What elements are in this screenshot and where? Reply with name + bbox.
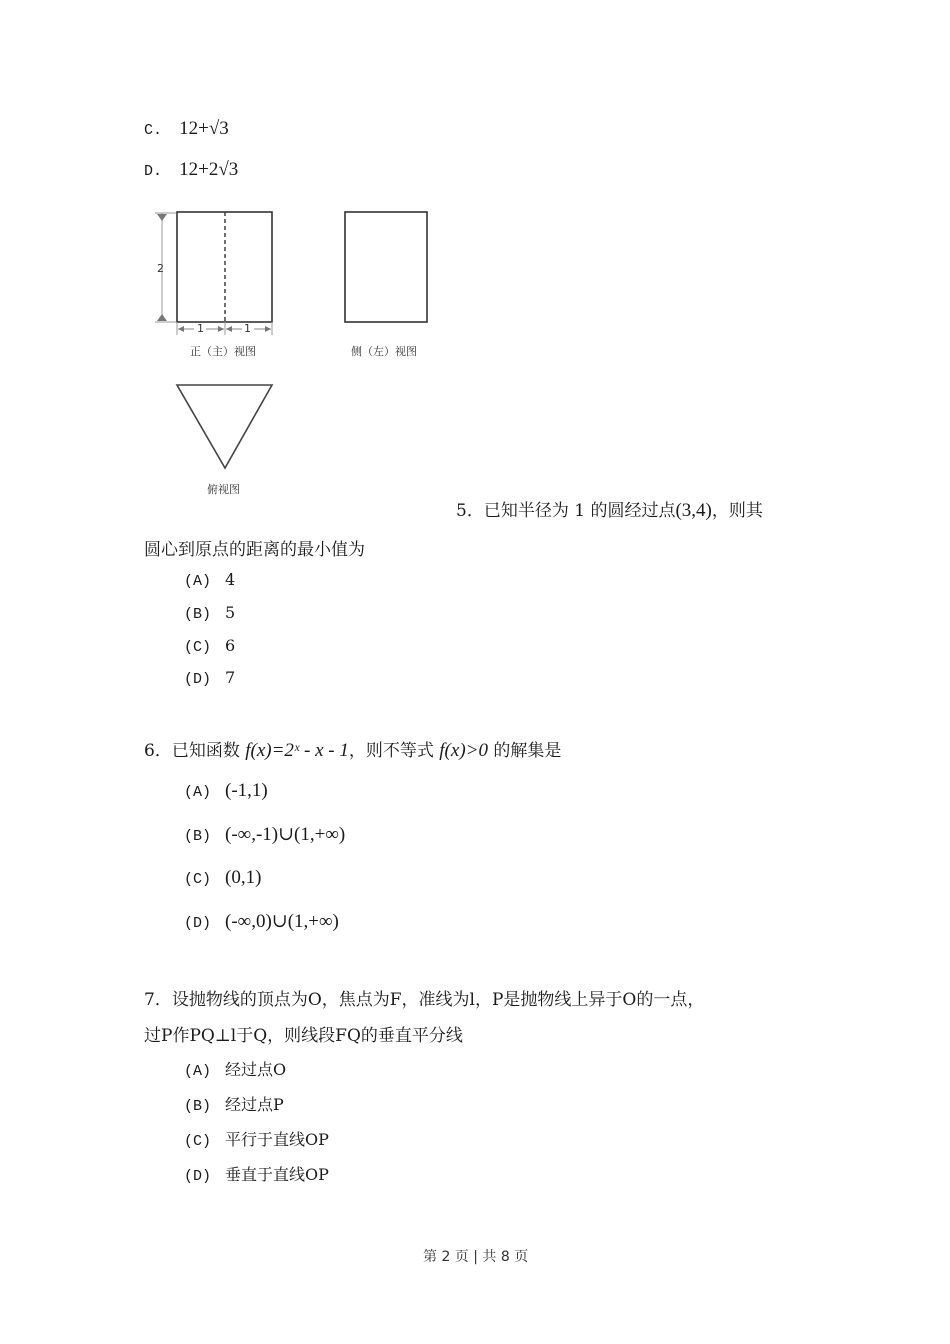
q7-option-d <box>184 1162 329 1185</box>
side-view-drawing <box>340 205 435 330</box>
q7-option-a <box>184 1057 286 1080</box>
side-view-label: 侧（左）视图 <box>351 345 417 358</box>
option-label: (A) <box>184 573 212 590</box>
option-label: (D) <box>184 1168 212 1185</box>
option-value: (0,1) <box>225 867 262 888</box>
option-label: (B) <box>184 606 212 623</box>
option-value: (-∞,0)∪(1,+∞) <box>225 911 339 932</box>
option-label: (A) <box>184 1063 212 1080</box>
option-label: (B) <box>184 828 212 845</box>
q6-stem-suffix: 的解集是 <box>493 741 562 761</box>
option-value: 7 <box>225 668 236 687</box>
option-value: 4 <box>225 570 236 589</box>
option-value: 平行于直线OP <box>225 1130 329 1149</box>
option-value: 12+2√3 <box>179 159 239 180</box>
q7-number: 7． <box>144 990 172 1010</box>
option-label: (C) <box>184 871 212 888</box>
q6-stem-mid: ，则不等式 <box>348 741 434 761</box>
option-value: (-∞,-1)∪(1,+∞) <box>225 824 346 845</box>
front-view-drawing <box>150 205 285 335</box>
prev-option-d <box>144 159 238 181</box>
q6-stem <box>144 736 561 762</box>
q5-stem-part2: ，则其 <box>711 501 763 521</box>
option-value: 12+√3 <box>179 118 229 139</box>
q7-stem-line1 <box>144 985 704 1010</box>
q5-option-b <box>184 603 235 623</box>
page-footer: 第 2 页 | 共 8 页 <box>423 1249 529 1265</box>
option-label: (C) <box>184 1133 212 1150</box>
q7-line1: 设抛物线的顶点为O，焦点为F，准线为l，P是抛物线上异于O的一点， <box>171 990 705 1010</box>
option-value: 经过点O <box>225 1060 287 1079</box>
q6-option-c <box>184 867 261 889</box>
option-value: 6 <box>225 636 236 655</box>
option-label: D. <box>144 163 163 180</box>
q6-option-a <box>184 780 268 802</box>
width-dimension-right: 1 <box>244 322 251 335</box>
option-label: (D) <box>184 671 212 688</box>
q5-stem-part1: 已知半径为 1 的圆经过点 <box>483 501 676 521</box>
q7-stem-line2: 过P作PQ⊥l于Q，则线段FQ的垂直平分线 <box>144 1026 463 1046</box>
q7-option-b <box>184 1092 284 1115</box>
option-label: (B) <box>184 1098 212 1115</box>
option-label: (A) <box>184 784 212 801</box>
option-label: (D) <box>184 915 212 932</box>
width-dimension-left: 1 <box>197 322 204 335</box>
q6-number: 6． <box>144 741 172 761</box>
top-view-drawing <box>170 378 280 473</box>
q5-number: 5． <box>456 501 484 521</box>
q6-function: f(x)=2ˣ - x - 1 <box>245 740 349 761</box>
q6-option-d <box>184 910 339 933</box>
q6-option-b <box>184 823 345 846</box>
q6-stem-prefix: 已知函数 <box>171 741 240 761</box>
option-value: 垂直于直线OP <box>225 1165 329 1184</box>
option-label: (C) <box>184 639 212 656</box>
height-dimension: 2 <box>157 262 164 275</box>
top-view-label: 俯视图 <box>207 483 240 496</box>
option-label: C. <box>144 122 163 139</box>
q6-inequality: f(x)>0 <box>439 740 488 761</box>
q5-stem-line1 <box>456 496 763 522</box>
option-value: (-1,1) <box>225 780 268 801</box>
q5-option-a <box>184 570 235 590</box>
q5-stem-line2: 圆心到原点的距离的最小值为 <box>144 540 365 560</box>
q7-option-c <box>184 1127 329 1150</box>
option-value: 5 <box>225 603 236 622</box>
q5-option-d <box>184 668 235 688</box>
front-view-label: 正（主）视图 <box>190 345 256 358</box>
q5-option-c <box>184 636 235 656</box>
q5-point: (3,4) <box>675 500 712 521</box>
option-value: 经过点P <box>225 1095 284 1114</box>
prev-option-c <box>144 118 229 140</box>
